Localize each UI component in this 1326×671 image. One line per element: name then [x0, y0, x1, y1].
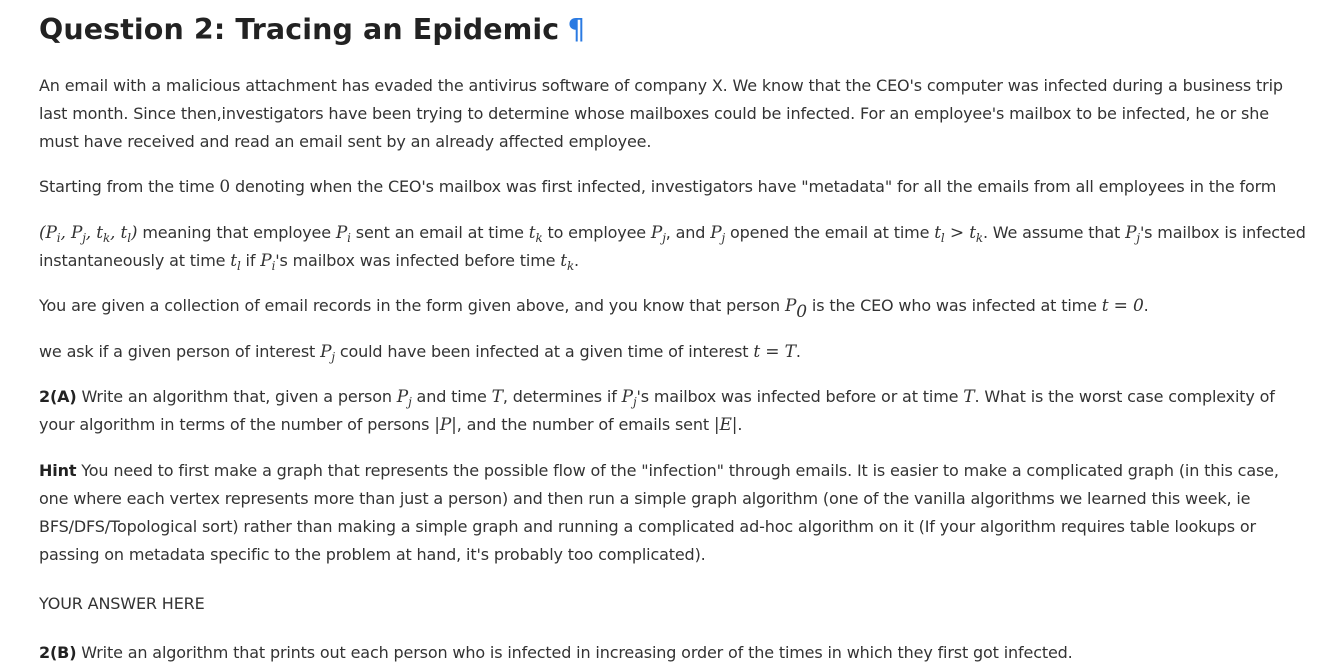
hint-label: Hint: [39, 461, 77, 480]
question-heading: [39, 13, 586, 46]
intro-paragraph: An email with a malicious attachment has evaded the antivirus software of company X. We know that the CEO's computer was infected during a business trip last month. Since then,investigators have been trying to determine whose mailboxes could be infected. For an employee's mailbox to be infected, he or she must have received and read an email sent by an already affected employee.: [39, 76, 1283, 151]
part-2a-label: 2(A): [39, 387, 77, 406]
math-inequality: $t_l > t_k$: [934, 223, 983, 246]
part-2a-paragraph: 2(A) Write an algorithm that, given a person $P_j$ and time T, determines if $P_j's$ mailbox was infected before or at time T. What is the worst case complexity of your algorithm in terms of the number of persons |P|, and the number of emails sent |E|.: [39, 387, 1275, 435]
ask-paragraph: we ask if a given person of interest $P_j$ could have been infected at a given time of interest t = T.: [39, 342, 801, 365]
part-2b-label: 2(B): [39, 643, 77, 662]
part-2b-paragraph: 2(B) Write an algorithm that prints out each person who is infected in increasing order of the times in which they first got infected.: [39, 643, 1073, 662]
metadata-paragraph: Starting from the time 0 denoting when the CEO's mailbox was first infected, investigators have "metadata" for all the emails from all employees in the form: [39, 177, 1277, 197]
tuple-paragraph: ($P_i$, $P_j$, $t_k$, $t_l$) meaning that employee $P_i$ sent an email at time $t_k$ to employee $P_j$, and $P_j$ opened the email at time $t_l > t_k$. We assume that $P_j's$ mailbox is infected instantaneously at time $t_l$ if $P_i's$ mailbox was infected before time $t_k$.: [39, 223, 1306, 274]
math-time-zero: 0: [219, 177, 231, 197]
hint-paragraph: Hint You need to first make a graph that represents the possible flow of the "infection" through emails. It is easier to make a complicated graph (in this case, one where each vertex represents more than just a person) and then run a simple graph algorithm (one of the vanilla algorithms we learned this week, ie BFS/DFS/Topological sort) rather than making a simple graph and running a complicated ad-hoc algorithm on it (If your algorithm requires table lookups or passing on metadata specific to the problem at hand, it's probably too complicated).: [39, 461, 1279, 564]
math-tuple: ($P_i$, $P_j$, $t_k$, $t_l$): [39, 223, 138, 246]
answer-placeholder[interactable]: YOUR ANSWER HERE: [39, 594, 205, 613]
given-paragraph: You are given a collection of email records in the form given above, and you know that person $P_0$ is the CEO who was infected at time t = 0.: [39, 296, 1149, 322]
pilcrow-anchor-link[interactable]: ¶: [567, 13, 586, 46]
heading-text: Question 2: Tracing an Epidemic: [39, 13, 560, 46]
